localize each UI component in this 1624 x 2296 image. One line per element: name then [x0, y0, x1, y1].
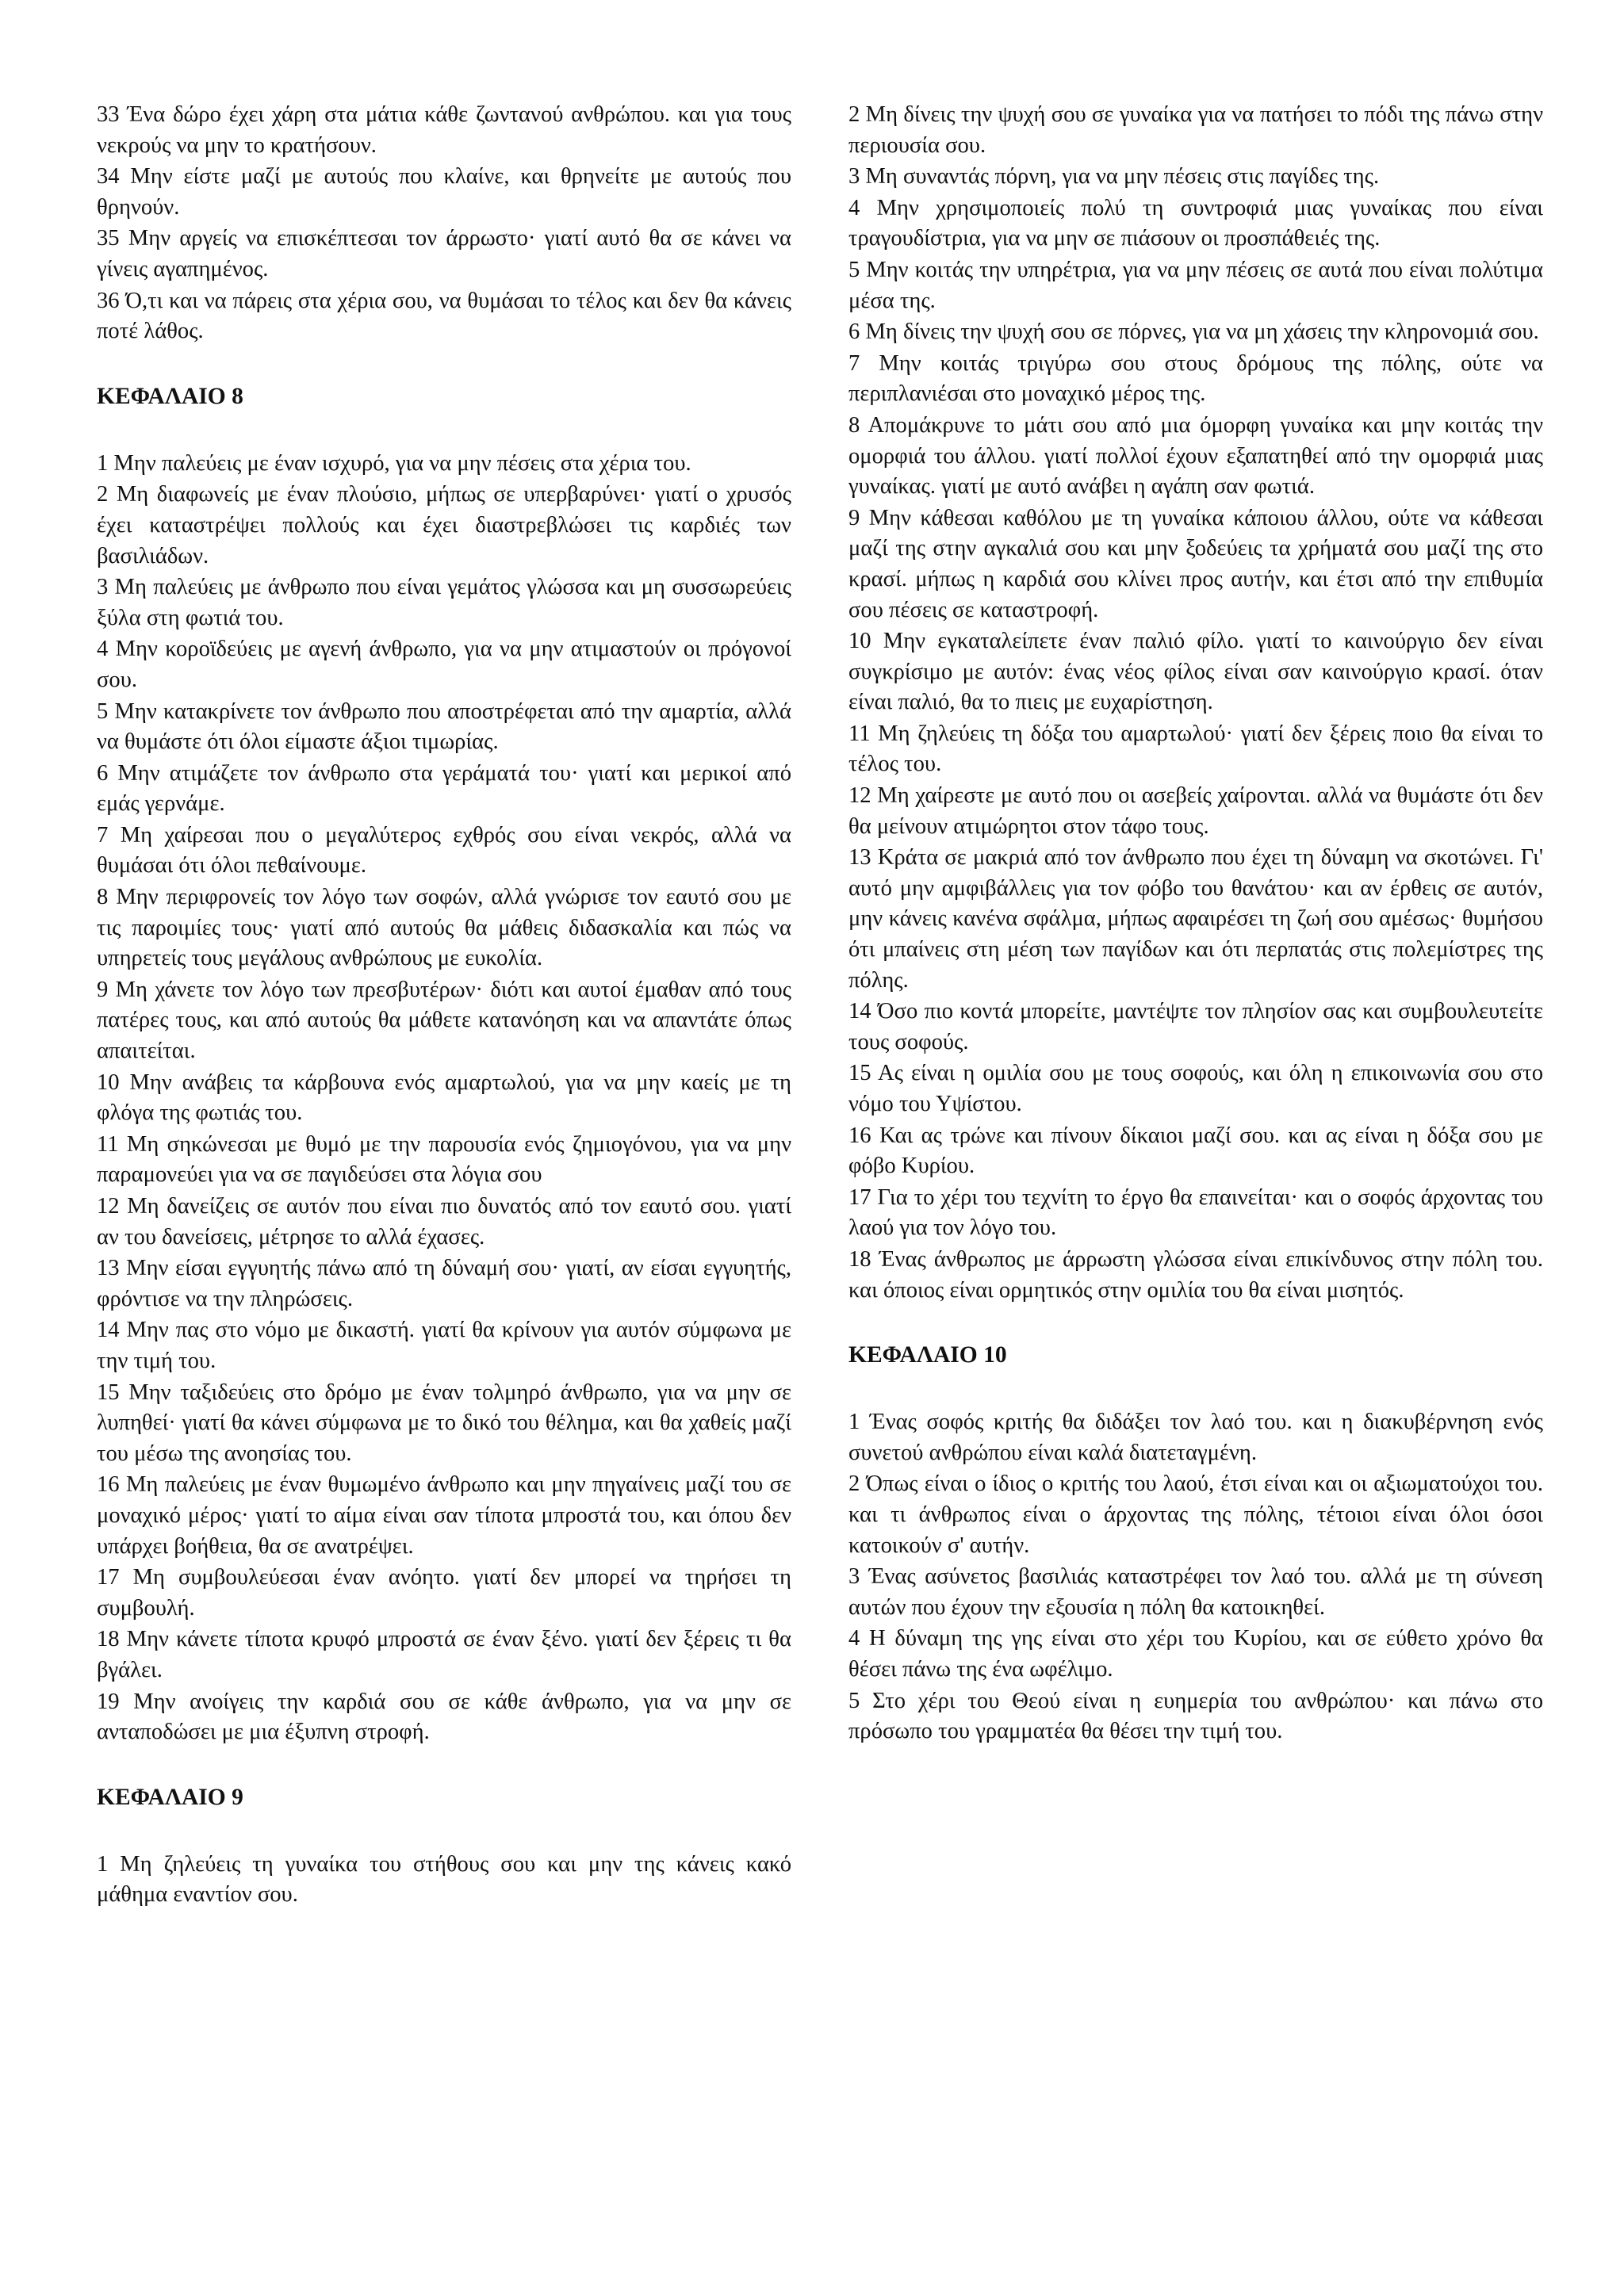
- verse-paragraph: 6 Μη δίνεις την ψυχή σου σε πόρνες, για να μη χάσεις την κληρονομιά σου.: [848, 320, 1539, 345]
- verse-paragraph: 3 Μη παλεύεις με άνθρωπο που είναι γεμάτος γλώσσα και μη συσσωρεύεις ξύλα στη φωτιά του.: [97, 575, 791, 630]
- chapter-heading: ΚΕΦΑΛΑΙΟ 9: [97, 1784, 243, 1810]
- verse-paragraph: 4 Η δύναμη της γης είναι στο χέρι του Κυρίου, και σε εύθετο χρόνο θα θέσει πάνω της ένα ωφέλιμο.: [848, 1626, 1543, 1682]
- verse-paragraph: 35 Μην αργείς να επισκέπτεσαι τον άρρωστο· γιατί αυτό θα σε κάνει να γίνεις αγαπημένος.: [97, 226, 791, 281]
- verse-paragraph: 16 Μη παλεύεις με έναν θυμωμένο άνθρωπο και μην πηγαίνεις μαζί του σε μοναχικό μέρος· γιατί το αίμα είναι σαν τίποτα μπροστά του, και όπου δεν υπάρχει βοήθεια, θα σε ανατρέψει.: [97, 1472, 791, 1559]
- verse-paragraph: 5 Στο χέρι του Θεού είναι η ευημερία του ανθρώπου· και πάνω στο πρόσωπο του γραμματέα θα θέσει την τιμή του.: [848, 1688, 1543, 1744]
- verse-paragraph: 9 Μην κάθεσαι καθόλου με τη γυναίκα κάποιου άλλου, ούτε να κάθεσαι μαζί της στην αγκαλιά σου και μην ξοδεύεις τα χρήματά σου μαζί της στο κρασί. μήπως η καρδιά σου κλίνει προς αυτήν, και έτσι από την επιθυμία σου πέσεις σε καταστροφή.: [848, 505, 1543, 622]
- verse-paragraph: 36 Ό,τι και να πάρεις στα χέρια σου, να θυμάσαι το τέλος και δεν θα κάνεις ποτέ λάθος.: [97, 288, 791, 344]
- verse-paragraph: 15 Ας είναι η ομιλία σου με τους σοφούς, και όλη η επικοινωνία σου στο νόμο του Υψίστου.: [848, 1061, 1543, 1116]
- verse-paragraph: 10 Μην ανάβεις τα κάρβουνα ενός αμαρτωλού, για να μην καείς με τη φλόγα της φωτιάς του.: [97, 1070, 791, 1126]
- verse-paragraph: 15 Μην ταξιδεύεις στο δρόμο με έναν τολμηρό άνθρωπο, για να μην σε λυπηθεί· γιατί θα κάνει σύμφωνα με το δικό του θέλημα, και θα χαθείς μαζί του μέσω της ανοησίας του.: [97, 1380, 791, 1466]
- verse-paragraph: 4 Μην χρησιμοποιείς πολύ τη συντροφιά μιας γυναίκας που είναι τραγουδίστρια, για να μην σε πιάσουν οι προσπάθειές της.: [848, 195, 1543, 251]
- verse-paragraph: 17 Μη συμβουλεύεσαι έναν ανόητο. γιατί δεν μπορεί να τηρήσει τη συμβουλή.: [97, 1565, 791, 1621]
- verse-paragraph: 6 Μην ατιμάζετε τον άνθρωπο στα γεράματά του· γιατί και μερικοί από εμάς γερνάμε.: [97, 760, 791, 817]
- verse-paragraph: 18 Ένας άνθρωπος με άρρωστη γλώσσα είναι επικίνδυνος στην πόλη του. και όποιος είναι ορμητικός στην ομιλία του θα είναι μισητός.: [848, 1246, 1543, 1303]
- chapter-heading: ΚΕΦΑΛΑΙΟ 10: [848, 1342, 1007, 1368]
- verse-paragraph: 18 Μην κάνετε τίποτα κρυφό μπροστά σε έναν ξένο. γιατί δεν ξέρεις τι θα βγάλει.: [97, 1627, 791, 1682]
- verse-paragraph: 12 Μη χαίρεστε με αυτό που οι ασεβείς χαίρονται. αλλά να θυμάστε ότι δεν θα μείνουν ατιμώρητοι στον τάφο τους.: [848, 783, 1543, 839]
- verse-paragraph: 1 Μην παλεύεις με έναν ισχυρό, για να μην πέσεις στα χέρια του.: [97, 450, 691, 476]
- verse-paragraph: 4 Μην κοροϊδεύεις με αγενή άνθρωπο, για να μην ατιμαστούν οι πρόγονοί σου.: [97, 637, 791, 692]
- verse-paragraph: 2 Όπως είναι ο ίδιος ο κριτής του λαού, έτσι είναι και οι αξιωματούχοι του. και τι άνθρωπος είναι ο άρχοντας της πόλης, τέτοιοι είναι όλοι όσοι κατοικούν σ' αυτήν.: [848, 1471, 1543, 1558]
- verse-paragraph: 7 Μη χαίρεσαι που ο μεγαλύτερος εχθρός σου είναι νεκρός, αλλά να θυμάσαι ότι όλοι πεθαίνουμε.: [97, 822, 791, 878]
- verse-paragraph: 8 Μην περιφρονείς τον λόγο των σοφών, αλλά γνώρισε τον εαυτό σου με τις παροιμίες τους· γιατί από αυτούς θα μάθεις διδασκαλία και πώς να υπηρετείς τους μεγάλους ανθρώπους με ευκολία.: [97, 885, 791, 971]
- verse-paragraph: 7 Μην κοιτάς τριγύρω σου στους δρόμους της πόλης, ούτε να περιπλανιέσαι στο μοναχικό μέρος της.: [848, 350, 1543, 407]
- verse-paragraph: 12 Μη δανείζεις σε αυτόν που είναι πιο δυνατός από τον εαυτό σου. γιατί αν του δανείσεις, μέτρησε το αλλά έχασες.: [97, 1194, 791, 1249]
- verse-paragraph: 10 Μην εγκαταλείπετε έναν παλιό φίλο. γιατί το καινούργιο δεν είναι συγκρίσιμο με αυτόν: ένας νέος φίλος είναι σαν καινούργιο κρασί. όταν είναι παλιό, θα το πιεις με ευχαρίστηση.: [848, 629, 1543, 715]
- verse-paragraph: 5 Μην κατακρίνετε τον άνθρωπο που αποστρέφεται από την αμαρτία, αλλά να θυμάστε ότι όλοι είμαστε άξιοι τιμωρίας.: [97, 698, 791, 755]
- chapter-heading: ΚΕΦΑΛΑΙΟ 8: [97, 383, 243, 409]
- verse-paragraph: 16 Και ας τρώνε και πίνουν δίκαιοι μαζί σου. και ας είναι η δόξα σου με φόβο Κυρίου.: [848, 1123, 1543, 1179]
- verse-paragraph: 3 Μη συναντάς πόρνη, για να μην πέσεις στις παγίδες της.: [848, 164, 1380, 189]
- verse-paragraph: 13 Κράτα σε μακριά από τον άνθρωπο που έχει τη δύναμη να σκοτώνει. Γι' αυτό μην αμφιβάλλεις για τον φόβο του θανάτου· και αν έρθεις σε αυτόν, μην κάνεις κανένα σφάλμα, μήπως αφαιρέσει τη ζωή σου αμέσως· θυμήσου ότι μπαίνεις στη μέση των παγίδων και ότι περπατάς στις πολεμίστρες της πόλης.: [848, 845, 1543, 993]
- verse-paragraph: 5 Μην κοιτάς την υπηρέτρια, για να μην πέσεις σε αυτά που είναι πολύτιμα μέσα της.: [848, 257, 1543, 313]
- verse-paragraph: 8 Απομάκρυνε το μάτι σου από μια όμορφη γυναίκα και μην κοιτάς την ομορφιά του άλλου. γιατί πολλοί έχουν εξαπατηθεί από την ομορφιά μιας γυναίκας. γιατί με αυτό ανάβει η αγάπη σαν φωτιά.: [848, 412, 1543, 499]
- verse-paragraph: 2 Μη δίνεις την ψυχή σου σε γυναίκα για να πατήσει το πόδι της πάνω στην περιουσία σου.: [848, 102, 1543, 158]
- verse-paragraph: 14 Μην πας στο νόμο με δικαστή. γιατί θα κρίνουν για αυτόν σύμφωνα με την τιμή του.: [97, 1318, 791, 1373]
- verse-paragraph: 2 Μη διαφωνείς με έναν πλούσιο, μήπως σε υπερβαρύνει· γιατί ο χρυσός έχει καταστρέψει πολλούς και έχει διαστρεβλώσει τις καρδιές των βασιλιάδων.: [97, 482, 791, 568]
- verse-paragraph: 33 Ένα δώρο έχει χάρη στα μάτια κάθε ζωντανού ανθρώπου. και για τους νεκρούς να μην το κρατήσουν.: [97, 102, 791, 158]
- verse-paragraph: 11 Μη ζηλεύεις τη δόξα του αμαρτωλού· γιατί δεν ξέρεις ποιο θα είναι το τέλος του.: [848, 721, 1543, 777]
- left-text-column: [97, 100, 791, 1911]
- right-text-column: [848, 100, 1543, 1748]
- verse-paragraph: 11 Μη σηκώνεσαι με θυμό με την παρουσία ενός ζημιογόνου, για να μην παραμονεύει για να σε παγιδεύσει στα λόγια σου: [97, 1131, 791, 1188]
- verse-paragraph: 3 Ένας ασύνετος βασιλιάς καταστρέφει τον λαό του. αλλά με τη σύνεση αυτών που έχουν την εξουσία η πόλη θα κατοικηθεί.: [848, 1564, 1543, 1620]
- verse-paragraph: 17 Για το χέρι του τεχνίτη το έργο θα επαινείται· και ο σοφός άρχοντας του λαού για τον λόγο του.: [848, 1184, 1543, 1241]
- verse-paragraph: 9 Μη χάνετε τον λόγο των πρεσβυτέρων· διότι και αυτοί έμαθαν από τους πατέρες τους, και από αυτούς θα μάθετε κατανόηση και να απαντάτε όπως απαιτείται.: [97, 977, 791, 1064]
- verse-paragraph: 14 Όσο πιο κοντά μπορείτε, μαντέψτε τον πλησίον σας και συμβουλευτείτε τους σοφούς.: [848, 999, 1543, 1054]
- verse-paragraph: 1 Ένας σοφός κριτής θα διδάξει τον λαό του. και η διακυβέρνηση ενός συνετού ανθρώπου είναι καλά διατεταγμένη.: [848, 1410, 1543, 1465]
- verse-paragraph: 13 Μην είσαι εγγυητής πάνω από τη δύναμή σου· γιατί, αν είσαι εγγυητής, φρόντισε να την πληρώσεις.: [97, 1256, 791, 1311]
- verse-paragraph: 19 Μην ανοίγεις την καρδιά σου σε κάθε άνθρωπο, για να μην σε ανταποδώσει με μια έξυπνη στροφή.: [97, 1689, 791, 1745]
- verse-paragraph: 34 Μην είστε μαζί με αυτούς που κλαίνε, και θρηνείτε με αυτούς που θρηνούν.: [97, 164, 791, 220]
- verse-paragraph: 1 Μη ζηλεύεις τη γυναίκα του στήθους σου και μην της κάνεις κακό μάθημα εναντίον σου.: [97, 1851, 791, 1908]
